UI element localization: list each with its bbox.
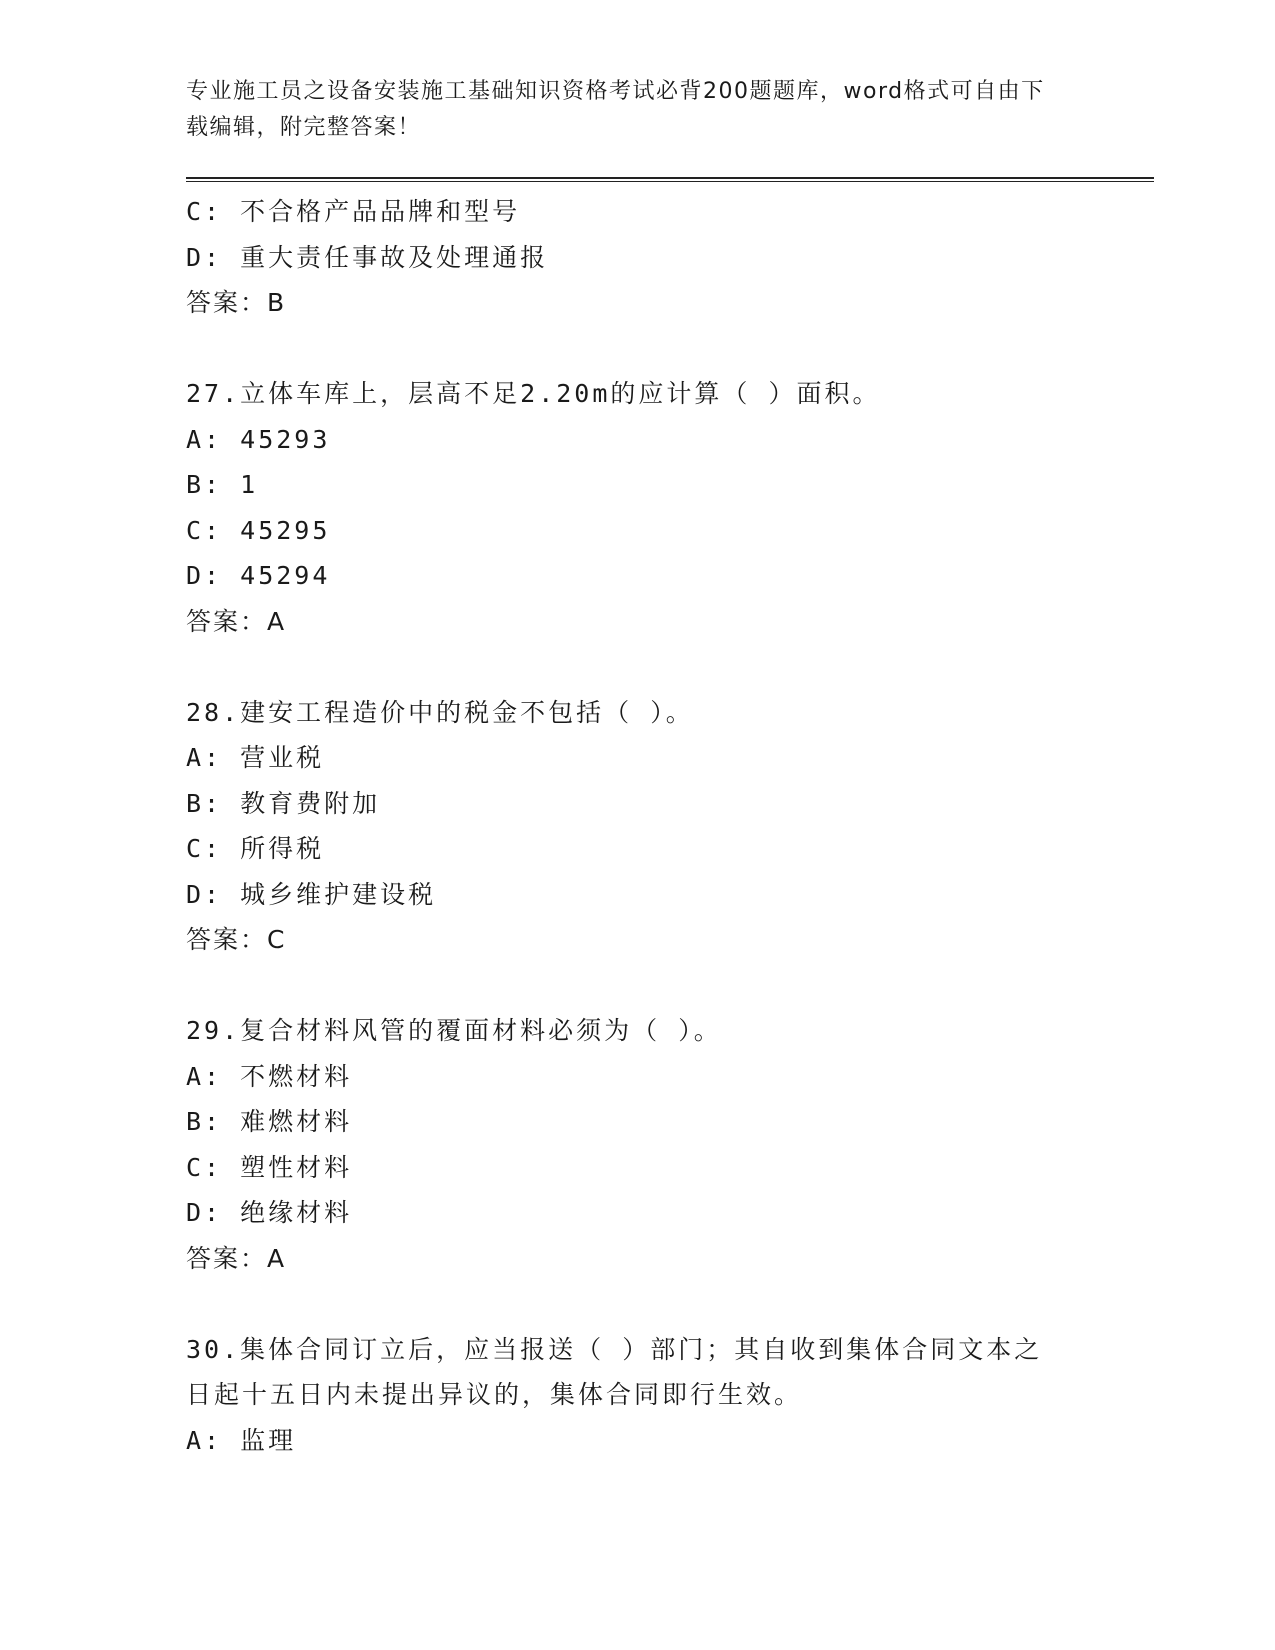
option-a: A: 不燃材料 [186, 1061, 353, 1091]
header-divider-thick [186, 177, 1154, 179]
option-b: B: 1 [186, 470, 259, 499]
spacer [186, 326, 1086, 372]
option-a: A: 营业税 [186, 743, 325, 772]
option-c: C: 不合格产品品牌和型号 [186, 197, 521, 226]
option-d: D: 45294 [186, 561, 331, 590]
answer-line: 答案：A [186, 606, 287, 636]
question-stem-29: 29.复合材料风管的覆面材料必须为（ ）。 [186, 1016, 722, 1045]
answer-line: 答案：B [186, 288, 287, 317]
answer-line: 答案：A [186, 1243, 287, 1273]
option-a: A: 监理 [186, 1425, 297, 1455]
option-d: D: 绝缘材料 [186, 1198, 353, 1227]
option-b: B: 教育费附加 [186, 788, 381, 818]
option-d: D: 城乡维护建设税 [186, 879, 437, 909]
document-header: 专业施工员之设备安装施工基础知识资格考试必背200题题库，word格式可自由下载编辑，附完整答案！ [186, 79, 1045, 140]
question-stem-27: 27.立体车库上，层高不足2.20m的应计算（ ）面积。 [186, 379, 881, 408]
option-a: A: 45293 [186, 424, 331, 454]
header-divider-thin [186, 181, 1154, 182]
question-stem-30-line2: 日起十五日内未提出异议的，集体合同即行生效。 [186, 1380, 803, 1409]
option-c: C: 45295 [186, 515, 331, 545]
question-stem-28: 28.建安工程造价中的税金不包括（ ）。 [186, 697, 694, 727]
option-c: C: 塑性材料 [186, 1152, 353, 1182]
question-list [186, 189, 1086, 1463]
spacer [186, 1281, 1086, 1327]
spacer [186, 963, 1086, 1009]
answer-line: 答案：C [186, 925, 287, 954]
spacer [186, 644, 1086, 690]
option-c: C: 所得税 [186, 834, 325, 863]
option-d: D: 重大责任事故及处理通报 [186, 242, 549, 272]
option-b: B: 难燃材料 [186, 1107, 353, 1136]
question-stem-30-line1: 30.集体合同订立后，应当报送（ ）部门；其自收到集体合同文本之 [186, 1334, 1043, 1364]
